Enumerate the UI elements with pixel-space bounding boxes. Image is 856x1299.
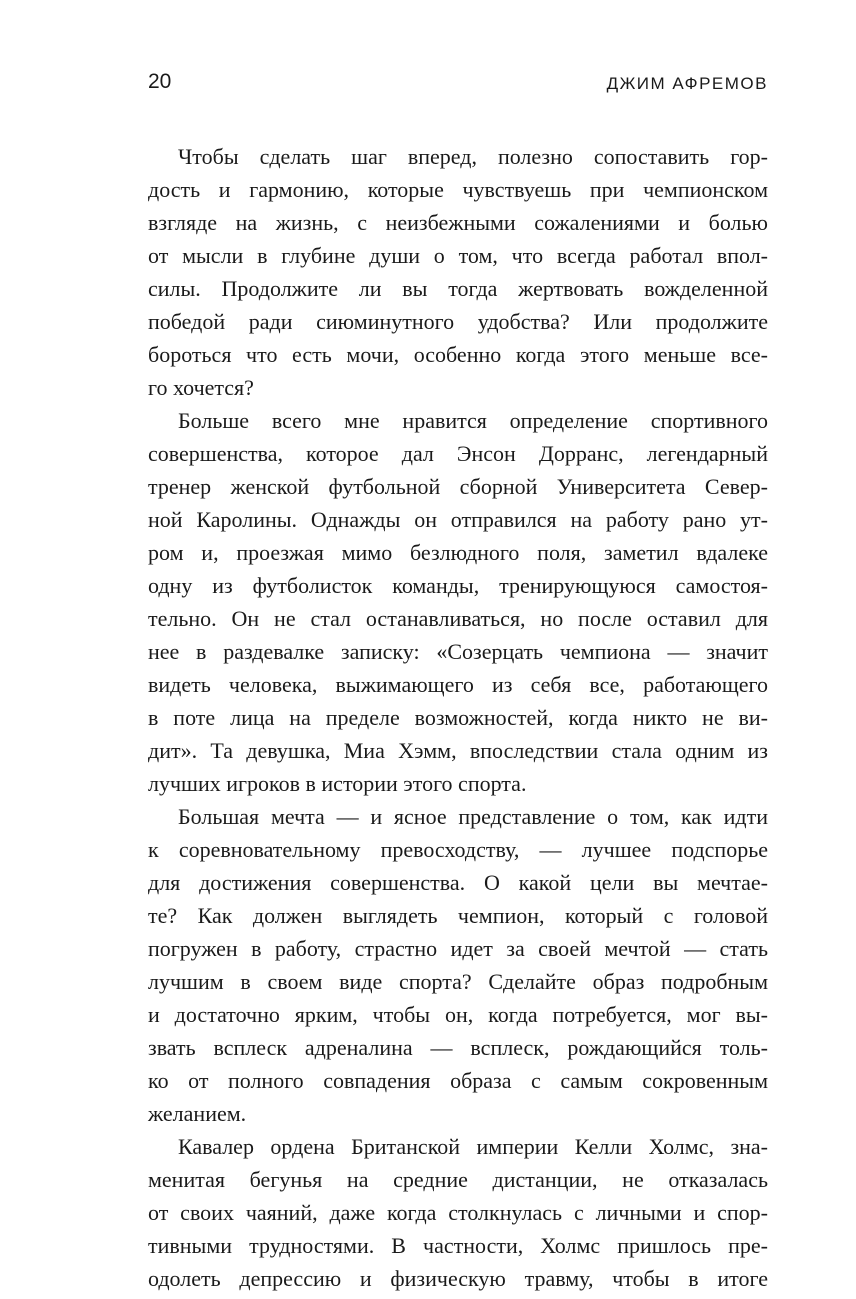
paragraph	[148, 404, 768, 800]
text-line: победой ради сиюминутного удобства? Или продолжите	[148, 309, 768, 334]
text-line: бороться что есть мочи, особенно когда этого меньше все-	[148, 342, 768, 367]
text-line: в поте лица на пределе возможностей, когда никто не ви-	[148, 705, 768, 730]
text-line: те? Как должен выглядеть чемпион, который с головой	[148, 903, 768, 928]
paragraph	[148, 140, 768, 404]
text-line: совершенства, которое дал Энсон Дорранс, легендарный	[148, 441, 768, 466]
text-line: тивными трудностями. В частности, Холмс пришлось пре-	[148, 1233, 768, 1258]
paragraph	[148, 1130, 768, 1295]
text-line: звать всплеск адреналина — всплеск, рождающийся толь-	[148, 1035, 768, 1060]
text-line: одну из футболисток команды, тренирующуюся самостоя-	[148, 573, 768, 598]
text-line: ной Каролины. Однажды он отправился на работу рано ут-	[148, 507, 768, 532]
text-line: взгляде на жизнь, с неизбежными сожалениями и болью	[148, 210, 768, 235]
text-line: Большая мечта — и ясное представление о том, как идти	[178, 804, 768, 829]
text-line: ром и, проезжая мимо безлюдного поля, заметил вдалеке	[148, 540, 768, 565]
text-line: от мысли в глубине души о том, что всегда работал впол-	[148, 243, 768, 268]
page-number: 20	[148, 70, 172, 93]
running-title: ДЖИМ АФРЕМОВ	[606, 74, 768, 93]
text-line: от своих чаяний, даже когда столкнулась с личными и спор-	[148, 1200, 768, 1225]
text-line: менитая бегунья на средние дистанции, не отказалась	[148, 1167, 768, 1192]
text-line: Больше всего мне нравится определение спортивного	[178, 408, 768, 433]
text-line: Чтобы сделать шаг вперед, полезно сопоставить гор-	[178, 144, 768, 169]
text-line: дит». Та девушка, Миа Хэмм, впоследствии стала одним из	[148, 738, 768, 763]
text-line: силы. Продолжите ли вы тогда жертвовать вожделенной	[148, 276, 768, 301]
text-line: к соревновательному превосходству, — лучшее подспорье	[148, 837, 768, 862]
text-line: тренер женской футбольной сборной Университета Север-	[148, 474, 768, 499]
paragraph	[148, 800, 768, 1130]
body-text	[148, 140, 768, 1295]
text-line: дость и гармонию, которые чувствуешь при чемпионском	[148, 177, 768, 202]
text-line: для достижения совершенства. О какой цели вы мечтае-	[148, 870, 768, 895]
text-line: желанием.	[148, 1101, 247, 1126]
text-line: ко от полного совпадения образа с самым сокровенным	[148, 1068, 768, 1093]
text-line: лучшим в своем виде спорта? Сделайте образ подробным	[148, 969, 768, 994]
text-line: нее в раздевалке записку: «Созерцать чемпиона — значит	[148, 639, 768, 664]
text-line: лучших игроков в истории этого спорта.	[148, 771, 527, 796]
text-line: одолеть депрессию и физическую травму, чтобы в итоге	[148, 1266, 768, 1291]
text-line: и достаточно ярким, чтобы он, когда потребуется, мог вы-	[148, 1002, 768, 1027]
text-line: го хочется?	[148, 375, 254, 400]
text-line: видеть человека, выжимающего из себя все, работающего	[148, 672, 768, 697]
text-line: погружен в работу, страстно идет за своей мечтой — стать	[148, 936, 768, 961]
text-line: тельно. Он не стал останавливаться, но после оставил для	[148, 606, 768, 631]
text-line: Кавалер ордена Британской империи Келли Холмс, зна-	[178, 1134, 768, 1159]
